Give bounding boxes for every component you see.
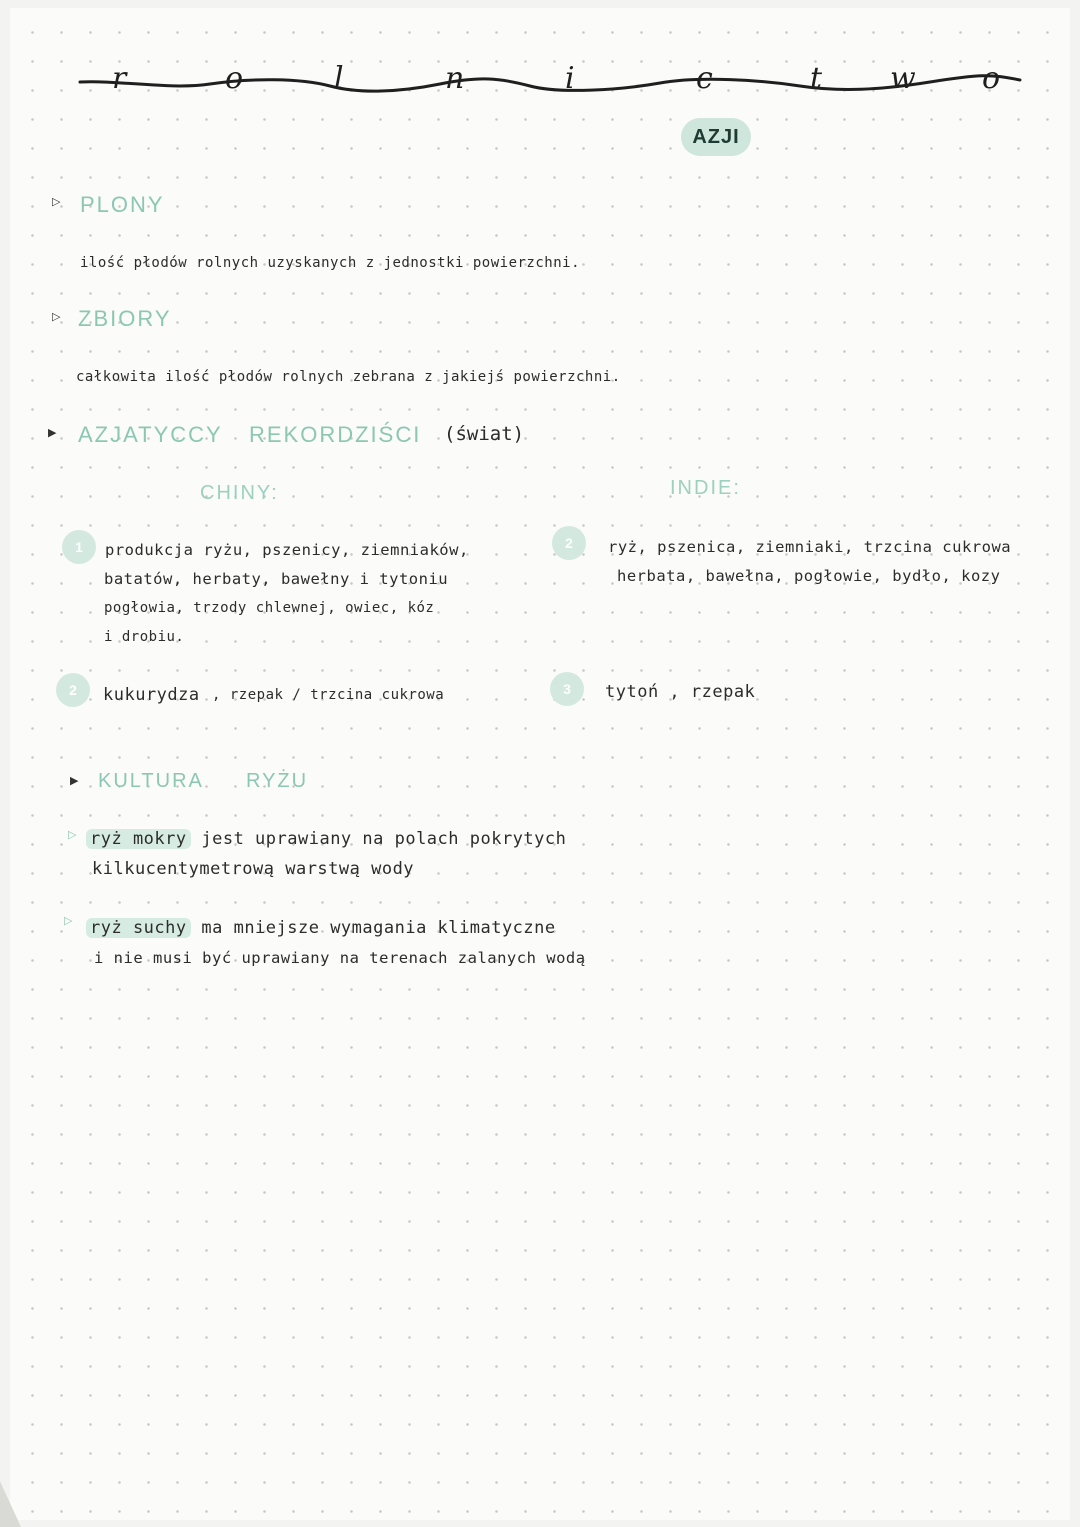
china-rank2-rest: , rzepak / trzcina cukrowa xyxy=(212,687,445,703)
wet-rice-line2: kilkucentymetrową warstwą wody xyxy=(92,859,415,879)
india-rank2-line: ryż, pszenica, ziemniaki, trzcina cukrowa xyxy=(608,538,1012,556)
title-letter: n xyxy=(445,61,465,96)
china-rank2-main: kukurydza xyxy=(103,685,200,705)
heading-record-holders: REKORDZIŚCI xyxy=(249,422,422,447)
china-rank1-line: i drobiu. xyxy=(104,629,185,645)
heading-asian: AZJATYCCY xyxy=(78,422,223,447)
title-letter: o xyxy=(982,61,1001,96)
bullet-arrow-icon: ▷ xyxy=(52,310,61,323)
bullet-arrow-icon: ▶ xyxy=(48,426,57,439)
title-letter: o xyxy=(225,61,244,96)
dry-rice-line1 xyxy=(86,918,556,938)
definition-plony: ilość płodów rolnych uzyskanych z jednostki powierzchni. xyxy=(80,255,581,271)
china-rank1-line: pogłowia, trzody chlewnej, owiec, kóz xyxy=(104,600,435,616)
bullet-arrow-icon: ▶ xyxy=(70,774,79,787)
title-letter: c xyxy=(696,61,713,96)
label-china: CHINY: xyxy=(200,482,279,504)
china-rank1-line: batatów, herbaty, bawełny i tytoniu xyxy=(104,570,449,588)
label-india: INDIE: xyxy=(670,477,741,499)
heading-zbiory: ZBIORY xyxy=(78,306,172,331)
sub-bullet-icon: ▷ xyxy=(68,828,77,841)
dry-rice-desc: ma mniejsze wymagania klimatyczne xyxy=(201,918,556,938)
notebook-page xyxy=(10,8,1070,1520)
title-letter: t xyxy=(810,61,823,96)
wet-rice-highlight: ryż mokry xyxy=(86,829,191,849)
sub-bullet-icon: ▷ xyxy=(64,914,73,927)
rank-badge: 1 xyxy=(62,530,96,564)
title-letter: r xyxy=(112,61,127,96)
heading-rice-culture: KULTURA xyxy=(98,770,204,792)
rank-badge: 3 xyxy=(550,672,584,706)
heading-rice: RYŻU xyxy=(246,770,309,792)
india-rank2-line: herbata, bawełna, pogłowie, bydło, kozy xyxy=(617,567,1001,585)
rank-badge: 2 xyxy=(56,673,90,707)
bullet-arrow-icon: ▷ xyxy=(52,195,61,208)
title-letter: w xyxy=(890,61,916,96)
heading-world-note: (świat) xyxy=(444,423,525,445)
china-rank1-line: produkcja ryżu, pszenicy, ziemniaków, xyxy=(105,541,469,559)
region-badge: AZJI xyxy=(681,118,751,156)
wet-rice-desc: jest uprawiany na polach pokrytych xyxy=(201,829,567,849)
definition-zbiory: całkowita ilość płodów rolnych zebrana z jakiejś powierzchni. xyxy=(76,369,621,385)
dry-rice-highlight: ryż suchy xyxy=(86,918,191,938)
rank-badge: 2 xyxy=(552,526,586,560)
title-letter: l xyxy=(334,61,344,96)
india-rank3-text: tytoń , rzepak xyxy=(605,682,756,702)
title-letter: i xyxy=(565,61,575,96)
wet-rice-line1 xyxy=(86,829,566,849)
dry-rice-line2: i nie musi być uprawiany na terenach zalanych wodą xyxy=(94,949,586,967)
heading-plony: PLONY xyxy=(80,192,165,217)
